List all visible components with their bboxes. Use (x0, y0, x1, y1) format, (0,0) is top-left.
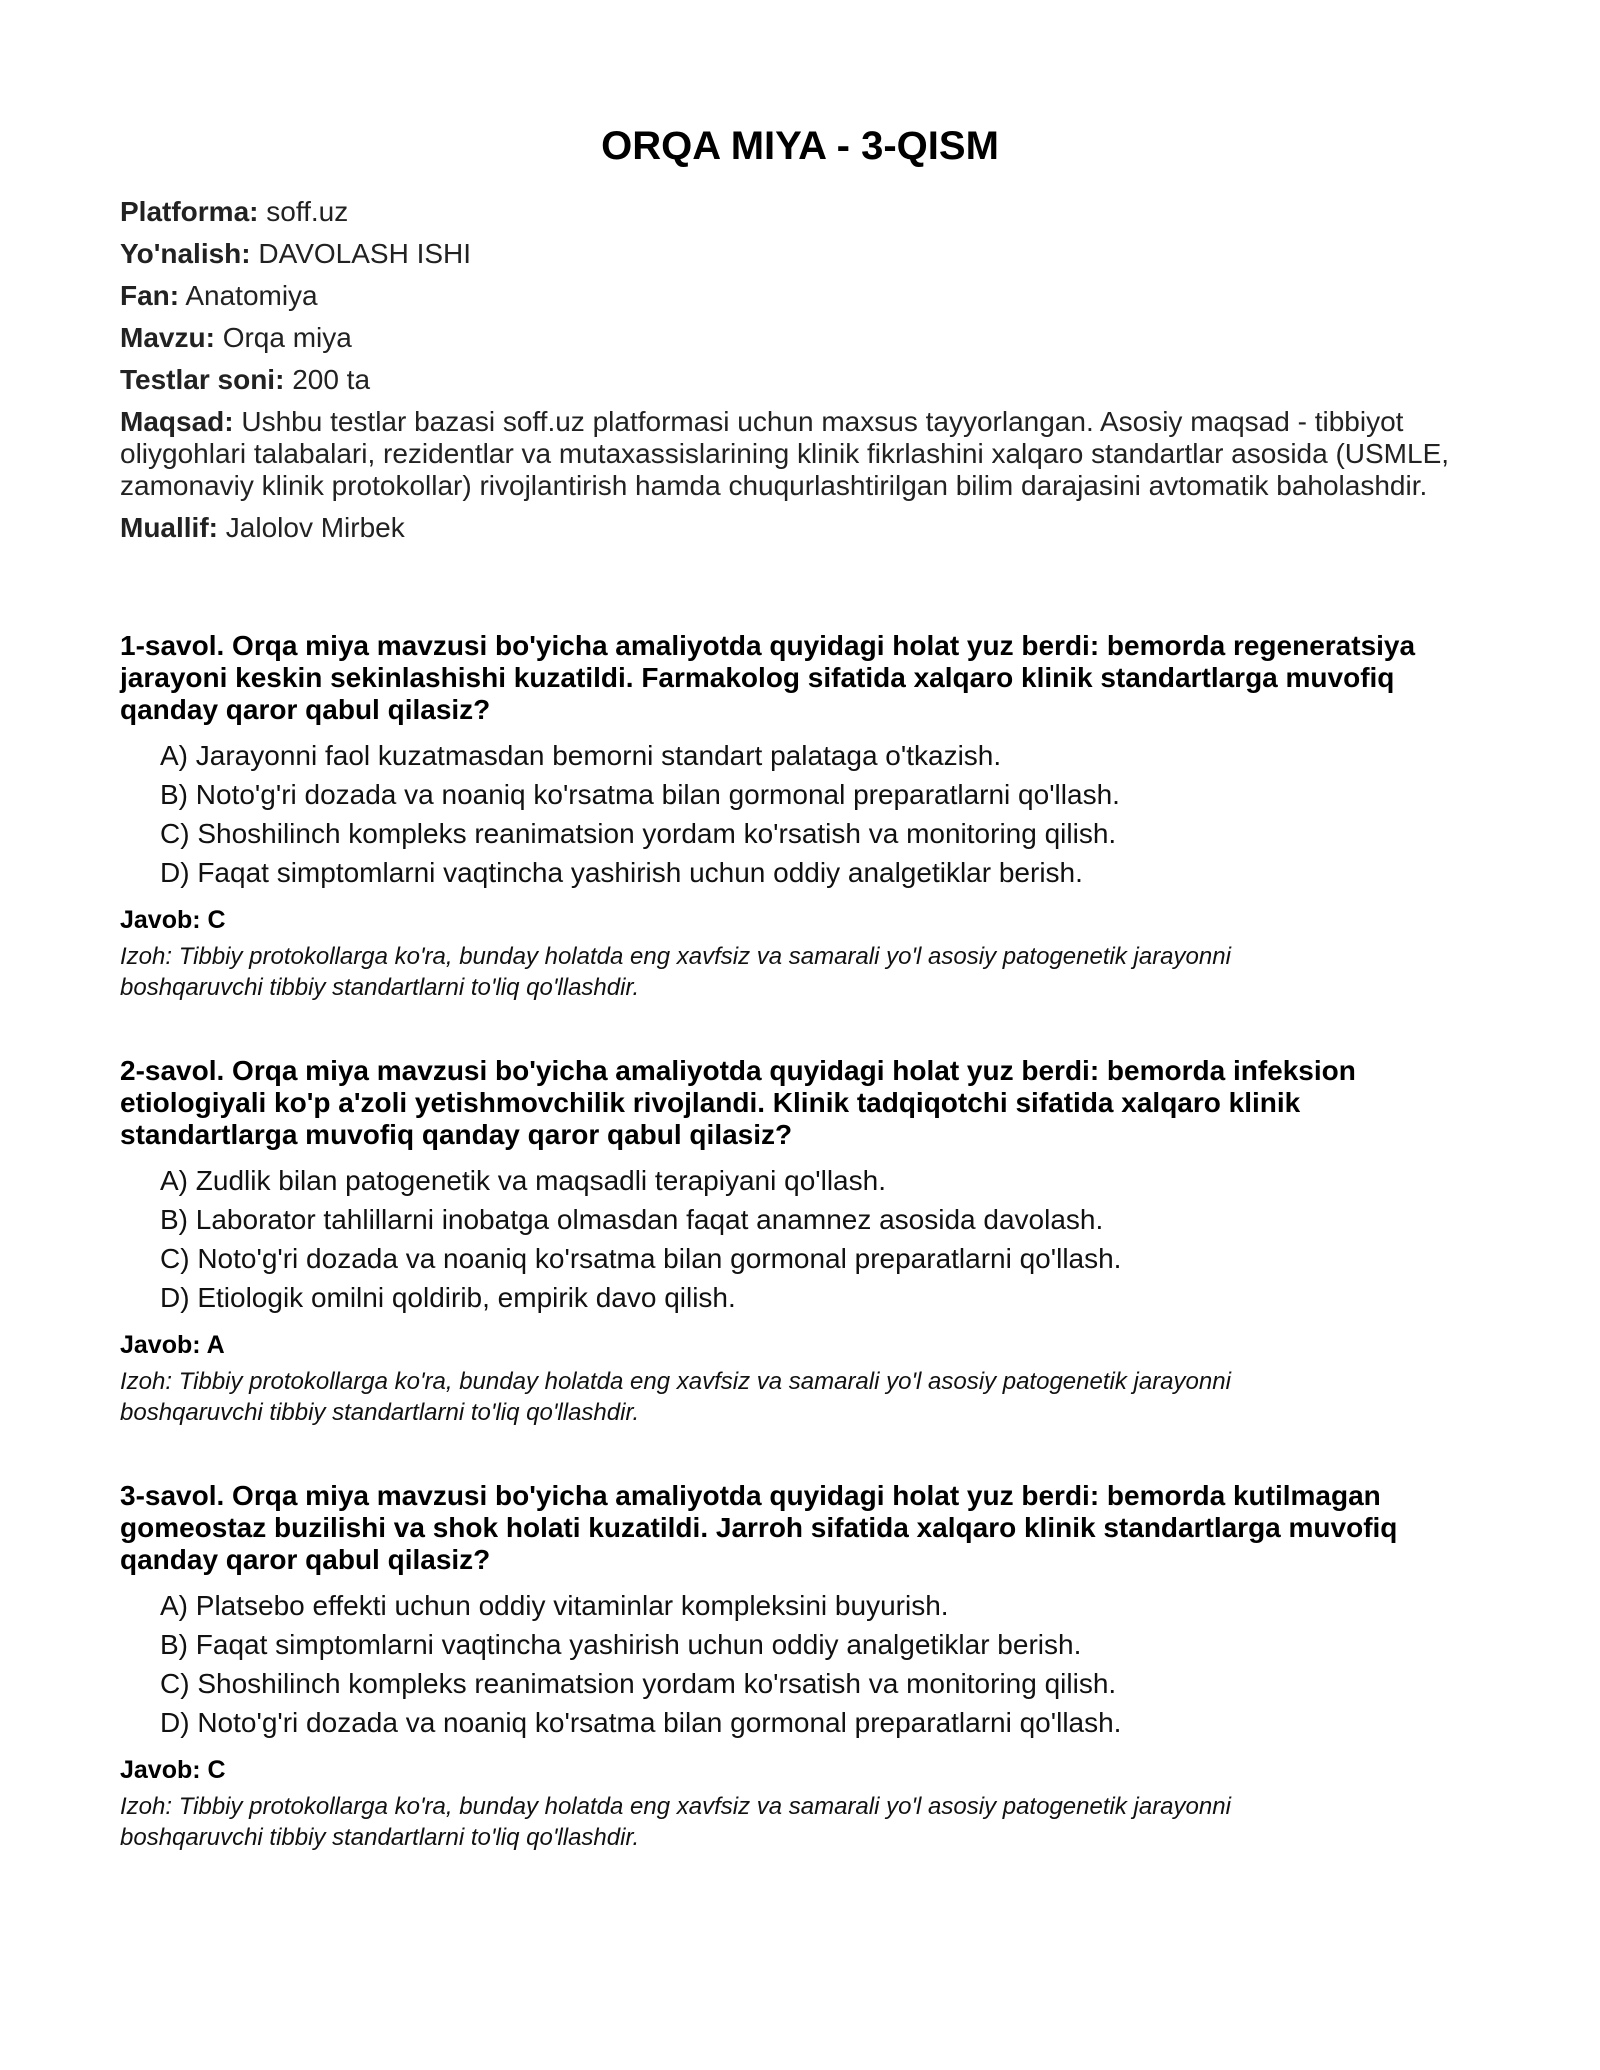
meta-value: DAVOLASH ISHI (258, 238, 472, 269)
meta-key: Testlar soni: (120, 364, 285, 395)
answer-options (120, 1165, 1480, 1314)
meta-row-subject (120, 280, 1480, 312)
meta-row-author (120, 512, 1480, 544)
meta-row-test-count (120, 364, 1480, 396)
answer-key: Javob: C (120, 1756, 226, 1784)
option-c: C) Shoshilinch kompleks reanimatsion yordam ko'rsatish va monitoring qilish. (160, 1668, 1117, 1699)
meta-row-topic (120, 322, 1480, 354)
explanation: Izoh: Tibbiy protokollarga ko'ra, bunday holatda eng xavfsiz va samarali yo'l asosiy patogenetik jarayonni boshqaruvchi tibbiy standartlarni to'liq qo'llashdir. (120, 943, 1231, 1001)
explanation: Izoh: Tibbiy protokollarga ko'ra, bunday holatda eng xavfsiz va samarali yo'l asosiy patogenetik jarayonni boshqaruvchi tibbiy standartlarni to'liq qo'llashdir. (120, 1793, 1231, 1851)
meta-key: Fan: (120, 280, 180, 311)
explanation: Izoh: Tibbiy protokollarga ko'ra, bunday holatda eng xavfsiz va samarali yo'l asosiy patogenetik jarayonni boshqaruvchi tibbiy standartlarni to'liq qo'llashdir. (120, 1368, 1231, 1426)
option-b: B) Noto'g'ri dozada va noaniq ko'rsatma bilan gormonal preparatlarni qo'llash. (160, 779, 1120, 810)
option-d: D) Faqat simptomlarni vaqtincha yashirish uchun oddiy analgetiklar berish. (160, 857, 1083, 888)
meta-key: Platforma: (120, 196, 259, 227)
meta-value: soff.uz (266, 196, 349, 227)
option-d: D) Noto'g'ri dozada va noaniq ko'rsatma bilan gormonal preparatlarni qo'llash. (160, 1707, 1122, 1738)
option-b: B) Faqat simptomlarni vaqtincha yashirish uchun oddiy analgetiklar berish. (160, 1629, 1082, 1660)
meta-key: Yo'nalish: (120, 238, 251, 269)
meta-value: Orqa miya (222, 322, 352, 353)
questions-list (120, 630, 1480, 1853)
page-title: ORQA MIYA - 3-QISM (601, 124, 999, 168)
meta-value: Anatomiya (185, 280, 318, 311)
option-b: B) Laborator tahlillarni inobatga olmasdan faqat anamnez asosida davolash. (160, 1204, 1104, 1235)
question-text: 3-savol. Orqa miya mavzusi bo'yicha amaliyotda quyidagi holat yuz berdi: bemorda kutilmagan gomeostaz buzilishi va shok holati kuzatildi. Jarroh sifatida xalqaro klinik standartlarga muvofiq qanday qaror qabul qilasiz? (120, 1480, 1398, 1575)
meta-value: 200 ta (292, 364, 371, 395)
metadata-section (120, 196, 1480, 544)
option-a: A) Zudlik bilan patogenetik va maqsadli terapiyani qo'llash. (160, 1165, 886, 1196)
meta-row-direction (120, 238, 1480, 270)
option-c: C) Noto'g'ri dozada va noaniq ko'rsatma bilan gormonal preparatlarni qo'llash. (160, 1243, 1122, 1274)
meta-key: Maqsad: (120, 406, 234, 437)
question-text: 2-savol. Orqa miya mavzusi bo'yicha amaliyotda quyidagi holat yuz berdi: bemorda infeksion etiologiyali ko'p a'zoli yetishmovchilik rivojlandi. Klinik tadqiqotchi sifatida xalqaro klinik standartlarga muvofiq qanday qaror qabul qilasiz? (120, 1055, 1356, 1150)
meta-key: Mavzu: (120, 322, 215, 353)
answer-key: Javob: A (120, 1331, 225, 1359)
question-2 (120, 1055, 1480, 1428)
answer-options (120, 740, 1480, 889)
option-a: A) Platsebo effekti uchun oddiy vitaminlar kompleksini buyurish. (160, 1590, 949, 1621)
meta-row-platform (120, 196, 1480, 228)
option-a: A) Jarayonni faol kuzatmasdan bemorni standart palataga o'tkazish. (160, 740, 1002, 771)
answer-key: Javob: C (120, 906, 226, 934)
answer-options (120, 1590, 1480, 1739)
question-3 (120, 1480, 1480, 1853)
option-c: C) Shoshilinch kompleks reanimatsion yordam ko'rsatish va monitoring qilish. (160, 818, 1117, 849)
option-d: D) Etiologik omilni qoldirib, empirik davo qilish. (160, 1282, 736, 1313)
question-1 (120, 630, 1480, 1003)
meta-key: Muallif: (120, 512, 218, 543)
meta-value: Jalolov Mirbek (225, 512, 405, 543)
meta-value: Ushbu testlar bazasi soff.uz platformasi uchun maxsus tayyorlangan. Asosiy maqsad - tibbiyot oliygohlari talabalari, rezidentlar va mutaxassislarining klinik fikrlashini xalqaro standartlar asosida (USMLE, zamonaviy klinik protokollar) rivojlantirish hamda chuqurlashtirilgan bilim darajasini avtomatik baholashdir. (120, 406, 1450, 501)
meta-row-purpose (120, 406, 1480, 502)
question-text: 1-savol. Orqa miya mavzusi bo'yicha amaliyotda quyidagi holat yuz berdi: bemorda regeneratsiya jarayoni keskin sekinlashishi kuzatildi. Farmakolog sifatida xalqaro klinik standartlarga muvofiq qanday qaror qabul qilasiz? (120, 630, 1416, 725)
